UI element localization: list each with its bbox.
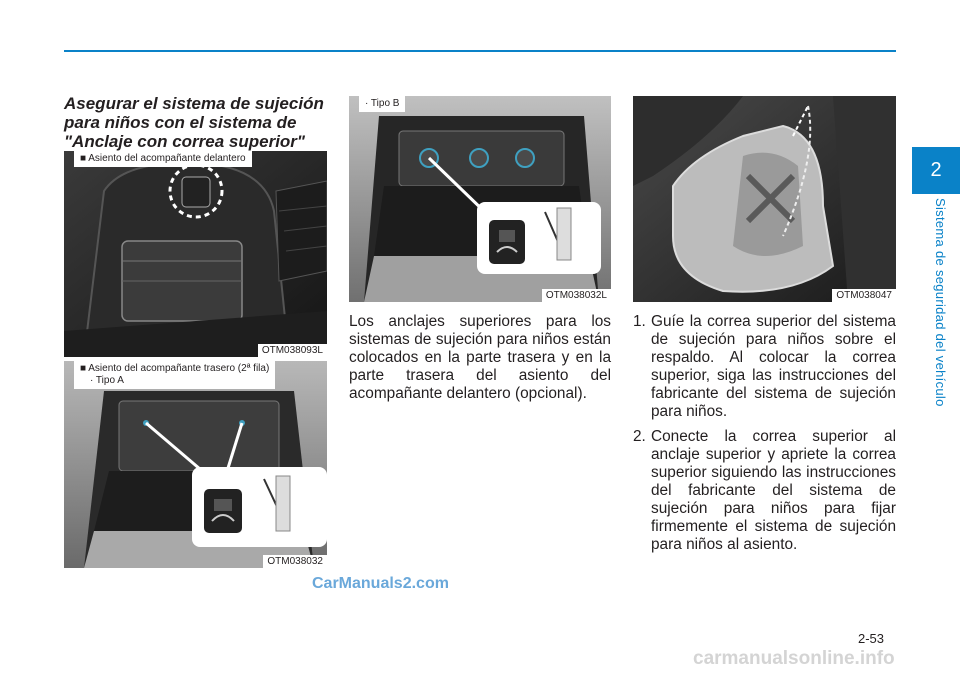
front-seat-figure-code: OTM038093L: [258, 344, 327, 357]
front-seat-caption-text: ■ Asiento del acompañante delantero: [80, 153, 246, 164]
section-heading: Asegurar el sistema de sujeción para niños con el sistema de "Anclaje con correa superior": [64, 94, 324, 151]
rear-seat-b-caption: [359, 96, 405, 112]
instruction-steps: [633, 313, 896, 561]
child-seat-photo: [633, 96, 896, 302]
watermark-carmanuals2[interactable]: CarManuals2.com: [312, 575, 449, 592]
header-rule: [64, 50, 896, 52]
rear-seat-a-subcaption: · Tipo A: [90, 375, 124, 386]
rear-seat-b-subcaption: · Tipo B: [365, 98, 400, 109]
rear-seat-a-photo: [64, 361, 327, 568]
rear-seat-a-illustration: [64, 361, 327, 568]
chapter-title: Sistema de seguridad del vehículo: [933, 198, 948, 407]
step-number: 1.: [633, 313, 646, 330]
step-item: [633, 428, 896, 554]
child-seat-illustration: [633, 96, 896, 302]
rear-seat-a-caption-text: ■ Asiento del acompañante trasero (2ª fila): [80, 363, 270, 374]
rear-seat-a-figure-code: OTM038032: [263, 555, 327, 568]
front-seat-caption: [74, 151, 252, 167]
chapter-tab: [912, 147, 960, 194]
step-text: Guíe la correa superior del sistema de sujeción para niños sobre el respaldo. Al colocar la correa superior, siga las instrucciones del fabricante del sistema de sujeción para niños.: [651, 313, 896, 420]
chapter-number: 2: [930, 159, 942, 181]
step-item: [633, 313, 896, 421]
rear-seat-b-photo: [349, 96, 611, 302]
front-seat-illustration: [64, 151, 327, 357]
step-text: Conecte la correa superior al anclaje superior y apriete la correa superior siguiendo las instrucciones del fabricante del sistema de sujeción para niños para fijar firmemente el sistema de sujeción para niños al asiento.: [651, 428, 896, 553]
step-number: 2.: [633, 428, 646, 445]
rear-seat-b-figure-code: OTM038032L: [542, 289, 611, 302]
body-paragraph: Los anclajes superiores para los sistemas de sujeción para niños están colocados en la parte trasera y en la parte trasera del asiento del acompañante delantero (opcional).: [349, 313, 611, 402]
rear-seat-a-caption: [74, 361, 275, 389]
child-seat-figure-code: OTM038047: [832, 289, 896, 302]
front-seat-photo: [64, 151, 327, 357]
rear-seat-b-illustration: [349, 96, 611, 302]
page-number: 2-53: [858, 631, 885, 646]
watermark-carmanualsonline[interactable]: carmanualsonline.info: [693, 648, 895, 669]
